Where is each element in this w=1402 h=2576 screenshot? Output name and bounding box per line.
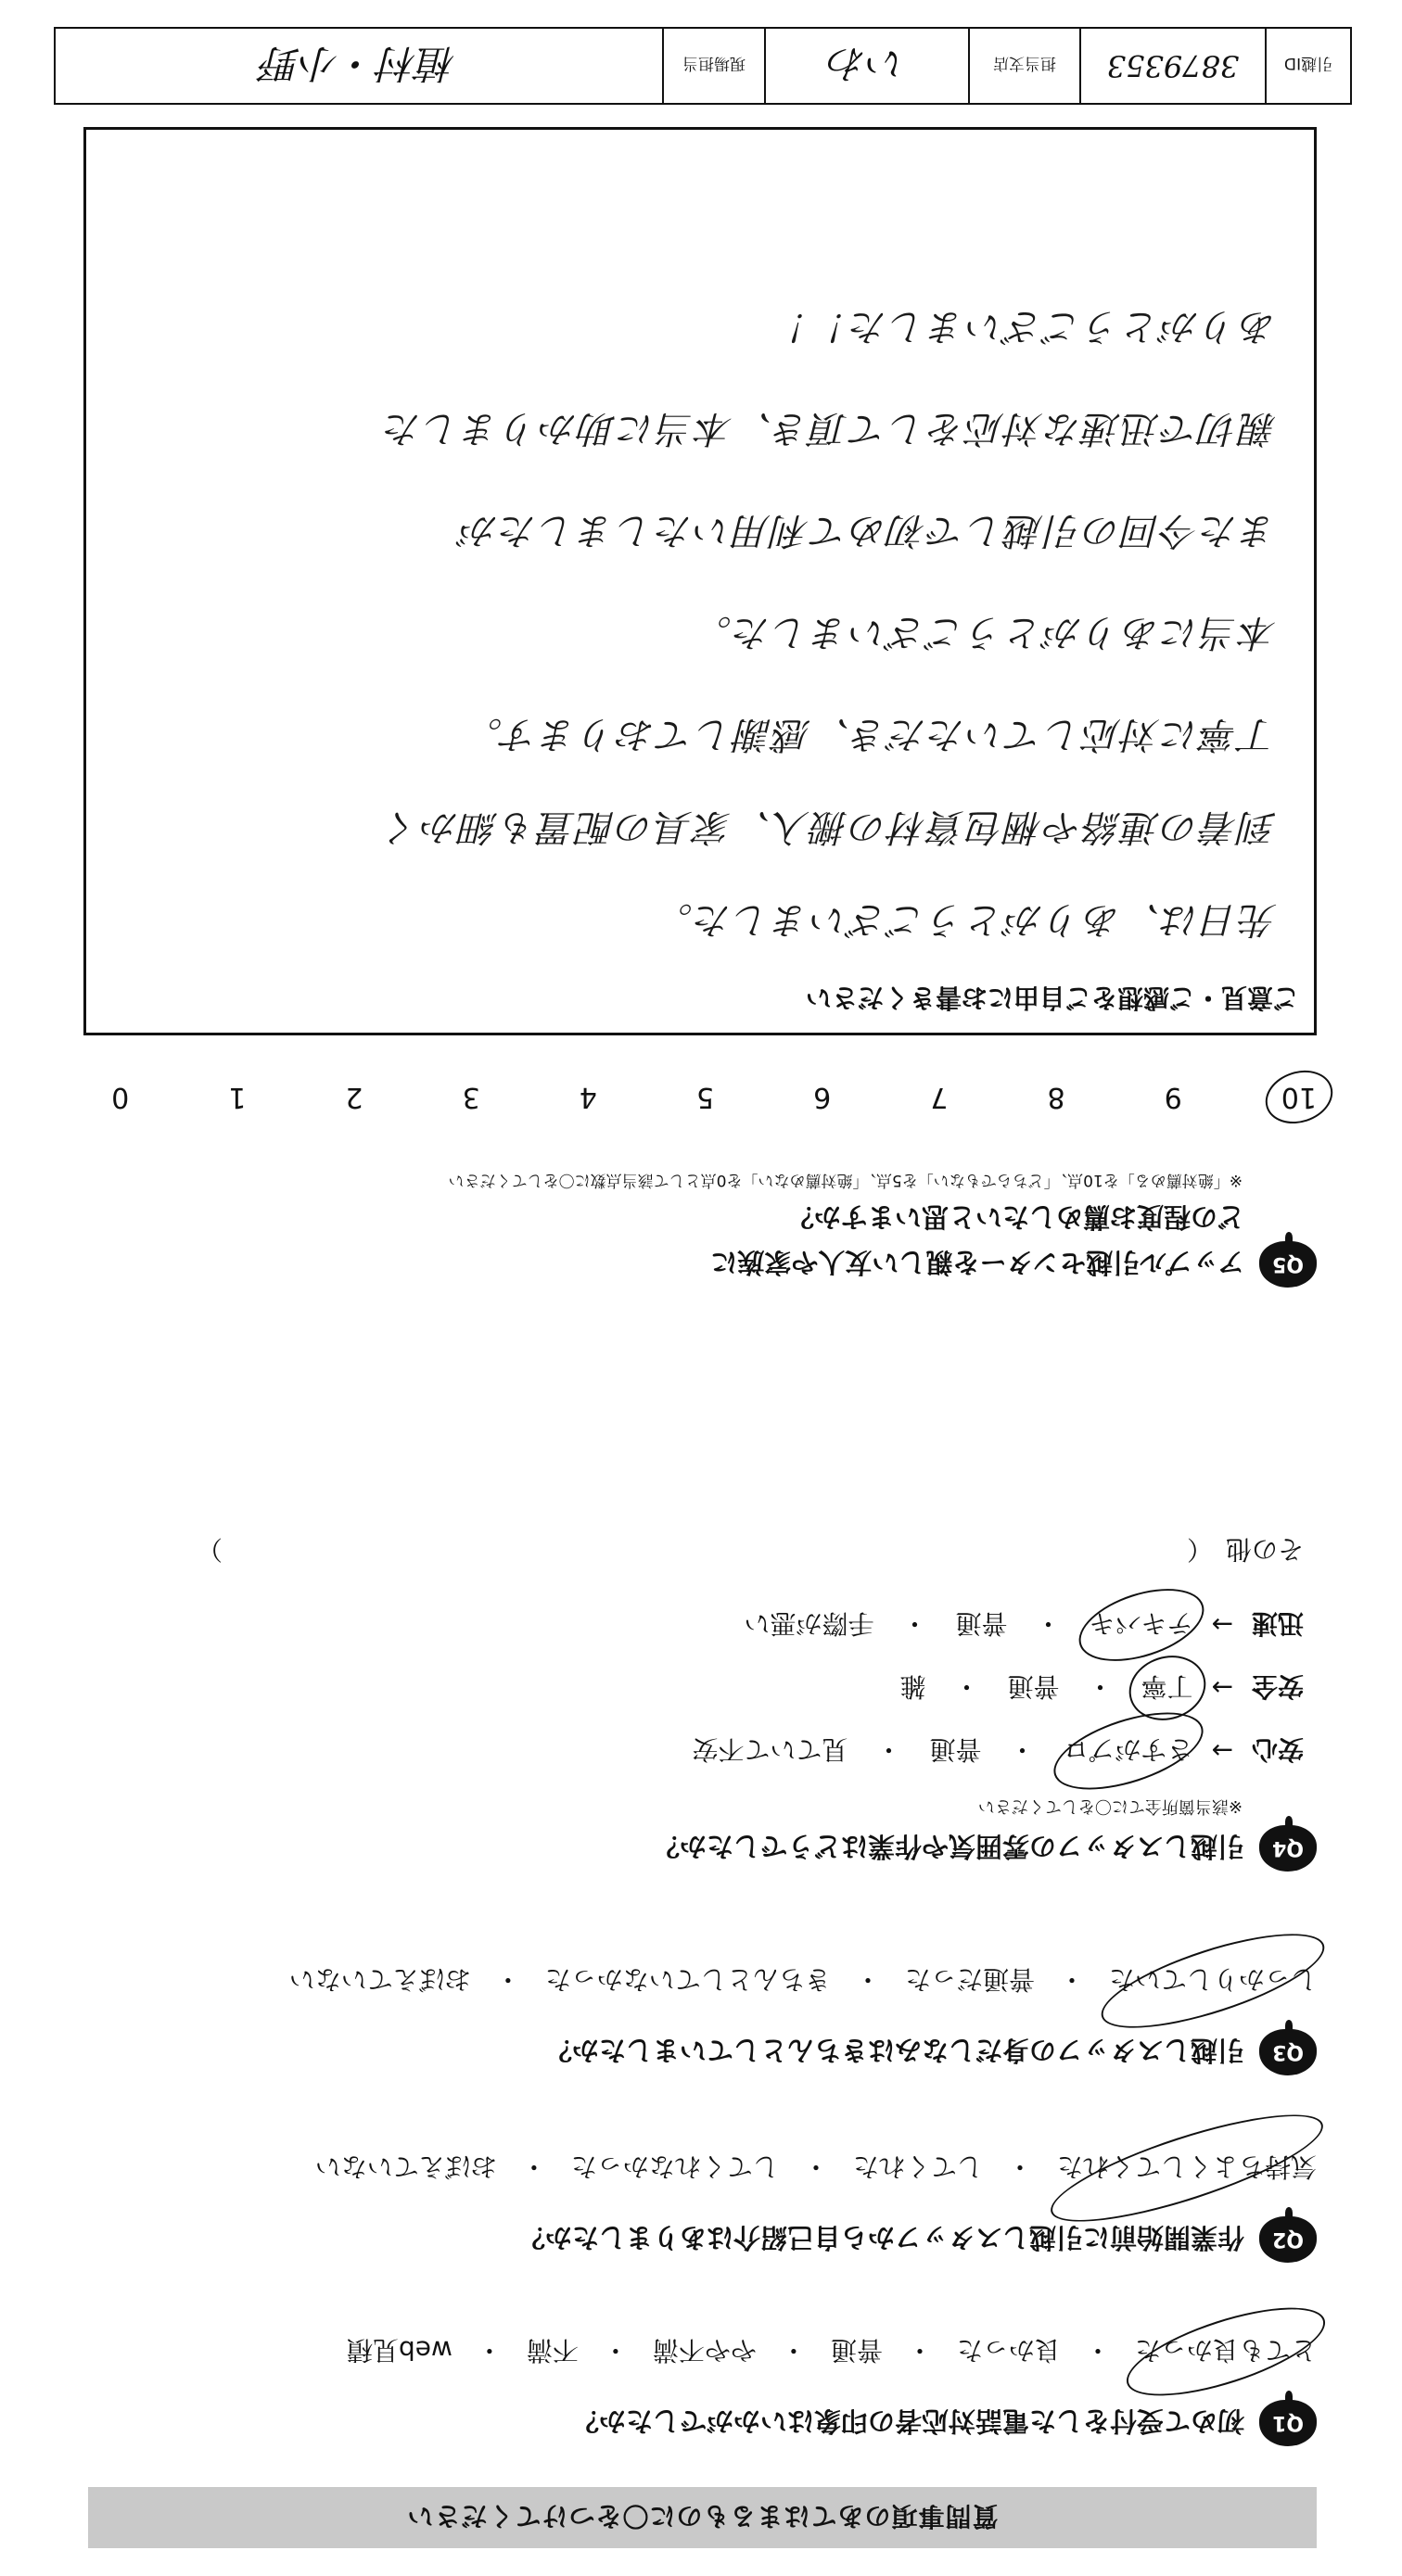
q5-score[interactable]: 8 bbox=[1047, 1081, 1065, 1113]
question-5 bbox=[37, 1171, 1317, 1288]
q4-other-open: （ bbox=[1186, 1534, 1213, 1565]
branch-label: 担当支店 bbox=[968, 29, 1079, 103]
q4-option[interactable]: 普通 bbox=[1007, 1671, 1060, 1702]
q4-option[interactable]: 普通 bbox=[929, 1734, 982, 1765]
q5-score[interactable]: 9 bbox=[1164, 1081, 1182, 1113]
q5-score[interactable]: 1 bbox=[228, 1081, 247, 1113]
q5-scale bbox=[111, 1081, 1317, 1113]
q4-other-row bbox=[37, 1532, 1304, 1569]
comment-box[interactable] bbox=[83, 127, 1317, 1035]
q1-badge-icon: Q1 bbox=[1259, 2400, 1317, 2446]
q2-text: 作業開始前に引越しスタッフから自己紹介はありましたか？ bbox=[517, 2222, 1244, 2254]
q4-option[interactable]: 雑 bbox=[899, 1671, 926, 1702]
q2-option[interactable]: してくれた bbox=[852, 2151, 983, 2182]
q3-option[interactable]: おぼえていない bbox=[288, 1964, 471, 1995]
id-table bbox=[54, 27, 1352, 105]
q4-badge-icon: Q4 bbox=[1259, 1825, 1317, 1872]
q2-option[interactable]: してくれなかった bbox=[570, 2151, 779, 2182]
q5-text-line2: どの程度お薦めしたいと思いますか？ bbox=[786, 1201, 1244, 1233]
q5-score[interactable]: 2 bbox=[345, 1081, 363, 1113]
q5-score[interactable]: 4 bbox=[579, 1081, 597, 1113]
q4-other-close: ） bbox=[196, 1534, 223, 1565]
q4-other-label: その他 bbox=[1225, 1534, 1304, 1565]
q1-option[interactable]: 普通 bbox=[830, 2335, 883, 2366]
handwritten-line: また今回の引越しで初めて利用いたしましたが bbox=[459, 509, 1277, 552]
q2-option[interactable]: おぼえていない bbox=[314, 2151, 497, 2182]
question-2 bbox=[37, 2150, 1317, 2263]
q5-score[interactable]: 3 bbox=[462, 1081, 480, 1113]
q3-badge-icon: Q3 bbox=[1259, 2029, 1317, 2075]
question-1 bbox=[37, 2333, 1317, 2446]
q1-option[interactable]: 不満 bbox=[526, 2335, 579, 2366]
q4-row-label: 安全 bbox=[1251, 1671, 1304, 1702]
instructions-banner bbox=[88, 2487, 1317, 2548]
q3-option-selected[interactable]: しっかりしていた bbox=[1109, 1962, 1317, 1999]
q1-option[interactable]: web見積 bbox=[346, 2335, 452, 2366]
q4-option-selected[interactable]: 丁寧 bbox=[1141, 1669, 1193, 1707]
handwritten-line: 到着の連絡や梱包資材の搬入、家具の配置も細かく bbox=[381, 806, 1277, 848]
q4-note: ※該当箇所全てに〇をしてください bbox=[977, 1796, 1243, 1816]
q5-score[interactable]: 7 bbox=[930, 1081, 949, 1113]
move-id-value: 3879353 bbox=[1079, 29, 1265, 103]
q3-text: 引越しスタッフの身だしなみはきちんとしていましたか？ bbox=[544, 2035, 1244, 2067]
handwritten-line: 先日は、ありがとうございました。 bbox=[654, 898, 1277, 941]
q1-option[interactable]: やや不満 bbox=[652, 2335, 757, 2366]
q4-option-selected[interactable]: テキパキ bbox=[1090, 1606, 1193, 1643]
q1-option[interactable]: 良かった bbox=[956, 2335, 1061, 2366]
q1-option-selected[interactable]: とても良かった bbox=[1135, 2333, 1317, 2370]
handwritten-line: 親切で迅速な対応をして頂き、本当に助かりました bbox=[382, 407, 1277, 450]
q2-options: 気持ちよくしてくれた ・ してくれた ・ してくれなかった ・ おぼえていない bbox=[37, 2150, 1317, 2187]
handwritten-line: 本当にありがとうございました。 bbox=[693, 611, 1277, 654]
staff-label: 現場担当 bbox=[662, 29, 764, 103]
q4-row-label: 迅速 bbox=[1251, 1608, 1304, 1639]
q1-options: とても良かった ・ 良かった ・ 普通 ・ やや不満 ・ 不満 ・ web見積 bbox=[37, 2333, 1317, 2370]
q4-row-label: 安心 bbox=[1251, 1734, 1304, 1765]
q5-badge-icon: Q5 bbox=[1259, 1241, 1317, 1288]
question-3 bbox=[37, 1962, 1317, 2075]
q4-row-anzen: 安全 → 丁寧 ・ 普通 ・ 雑 bbox=[37, 1669, 1304, 1707]
question-4 bbox=[37, 1532, 1317, 1872]
q5-score[interactable]: 5 bbox=[695, 1081, 715, 1113]
q3-option[interactable]: 普通だった bbox=[904, 1964, 1035, 1995]
q5-score[interactable]: 0 bbox=[111, 1081, 130, 1113]
q4-row-jinsoku: 迅速 → テキパキ ・ 普通 ・ 手際が悪い bbox=[37, 1606, 1304, 1643]
q1-text: 初めて受付をした電話対応者の印象はいかがでしたか？ bbox=[571, 2405, 1244, 2438]
q4-text: 引越しスタッフの雰囲気や作業はどうでしたか？ bbox=[652, 1831, 1244, 1863]
q4-option-selected[interactable]: さすがプロ bbox=[1064, 1732, 1193, 1770]
q5-score[interactable]: 6 bbox=[813, 1081, 832, 1113]
q3-options: しっかりしていた ・ 普通だった ・ きちんとしていなかった ・ おぼえていない bbox=[37, 1962, 1317, 1999]
q4-option[interactable]: 手際が悪い bbox=[744, 1608, 874, 1639]
q4-option[interactable]: 普通 bbox=[955, 1608, 1008, 1639]
handwritten-line: ありがとうございました！！ bbox=[771, 305, 1277, 348]
q4-row-anshin: 安心 → さすがプロ ・ 普通 ・ 見ていて不安 bbox=[37, 1732, 1304, 1770]
instructions-text: 質問事項のあてはまるものに〇をつけてください bbox=[406, 2501, 999, 2532]
move-id-label: 引越ID bbox=[1265, 29, 1350, 103]
q2-option-selected[interactable]: 気持ちよくしてくれた bbox=[1057, 2150, 1317, 2187]
comment-title: ご意見・ご感想をご自由にお書きください bbox=[805, 983, 1299, 1013]
q5-score-selected[interactable]: 10 bbox=[1281, 1081, 1317, 1113]
staff-value: 植村・小野 bbox=[261, 41, 457, 86]
handwritten-line: 丁寧に対応していただき、感謝しております。 bbox=[463, 713, 1277, 755]
q5-text-line1: アップル引越センターを親しい友人や家族に bbox=[710, 1247, 1244, 1279]
q3-option[interactable]: きちんとしていなかった bbox=[544, 1964, 831, 1995]
branch-value: いわ bbox=[764, 29, 968, 103]
q2-badge-icon: Q2 bbox=[1259, 2216, 1317, 2263]
q5-note: ※「絶対薦める」を10点、「どちらでもない」を5点、「絶対薦めない」を0点として該当点数に〇をしてください bbox=[448, 1171, 1243, 1189]
q4-option[interactable]: 見ていて不安 bbox=[692, 1734, 848, 1765]
